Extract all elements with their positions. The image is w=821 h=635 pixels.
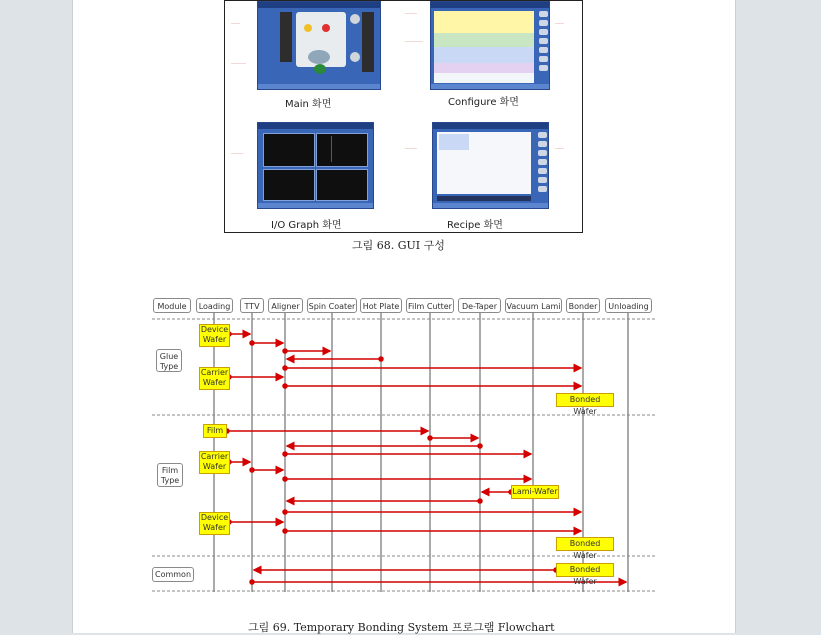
group-film-type: Film Type	[157, 463, 183, 487]
io-graph-screen-label: I/O Graph 화면	[271, 220, 342, 231]
gui-composite-figure: Main 화면 Configure 화면 I/O Graph 화면 Recipe 화면 ――― ――――― ―――― ―――――― ―――― ―――― ――― ―――	[224, 0, 583, 233]
header-unloading: Unloading	[605, 298, 652, 313]
box-bonded-wafer: Bonded Wafer	[556, 537, 614, 551]
header-hot-plate: Hot Plate	[360, 298, 402, 313]
group-glue-type: Glue Type	[156, 349, 182, 372]
box-lami-wafer: Lami-Wafer	[511, 485, 559, 499]
group-common: Common	[152, 567, 194, 582]
box-bonded-wafer: Bonded Wafer	[556, 393, 614, 407]
box-bonded-wafer: Bonded Wafer	[556, 563, 614, 577]
box-carrier-wafer: Carrier Wafer	[199, 451, 230, 474]
box-film: Film	[203, 424, 227, 438]
gui-figure-caption: 그림 68. GUI 구성	[352, 239, 445, 252]
header-ttv: TTV	[240, 298, 264, 313]
box-device-wafer: Device Wafer	[199, 324, 230, 347]
header-film-cutter: Film Cutter	[406, 298, 454, 313]
header-aligner: Aligner	[268, 298, 303, 313]
flowchart-caption: 그림 69. Temporary Bonding System 프로그램 Flowchart	[248, 621, 555, 634]
box-carrier-wafer: Carrier Wafer	[199, 367, 230, 390]
header-module: Module	[153, 298, 191, 313]
recipe-screen-label: Recipe 화면	[447, 220, 503, 231]
header-bonder: Bonder	[566, 298, 600, 313]
main-screen-label: Main 화면	[285, 99, 332, 110]
header-vacuum-lami: Vacuum Lami	[505, 298, 562, 313]
header-loading: Loading	[196, 298, 233, 313]
box-device-wafer: Device Wafer	[199, 512, 230, 535]
header-de-taper: De-Taper	[458, 298, 501, 313]
configure-screen-label: Configure 화면	[448, 97, 519, 108]
header-spin-coater: Spin Coater	[307, 298, 357, 313]
